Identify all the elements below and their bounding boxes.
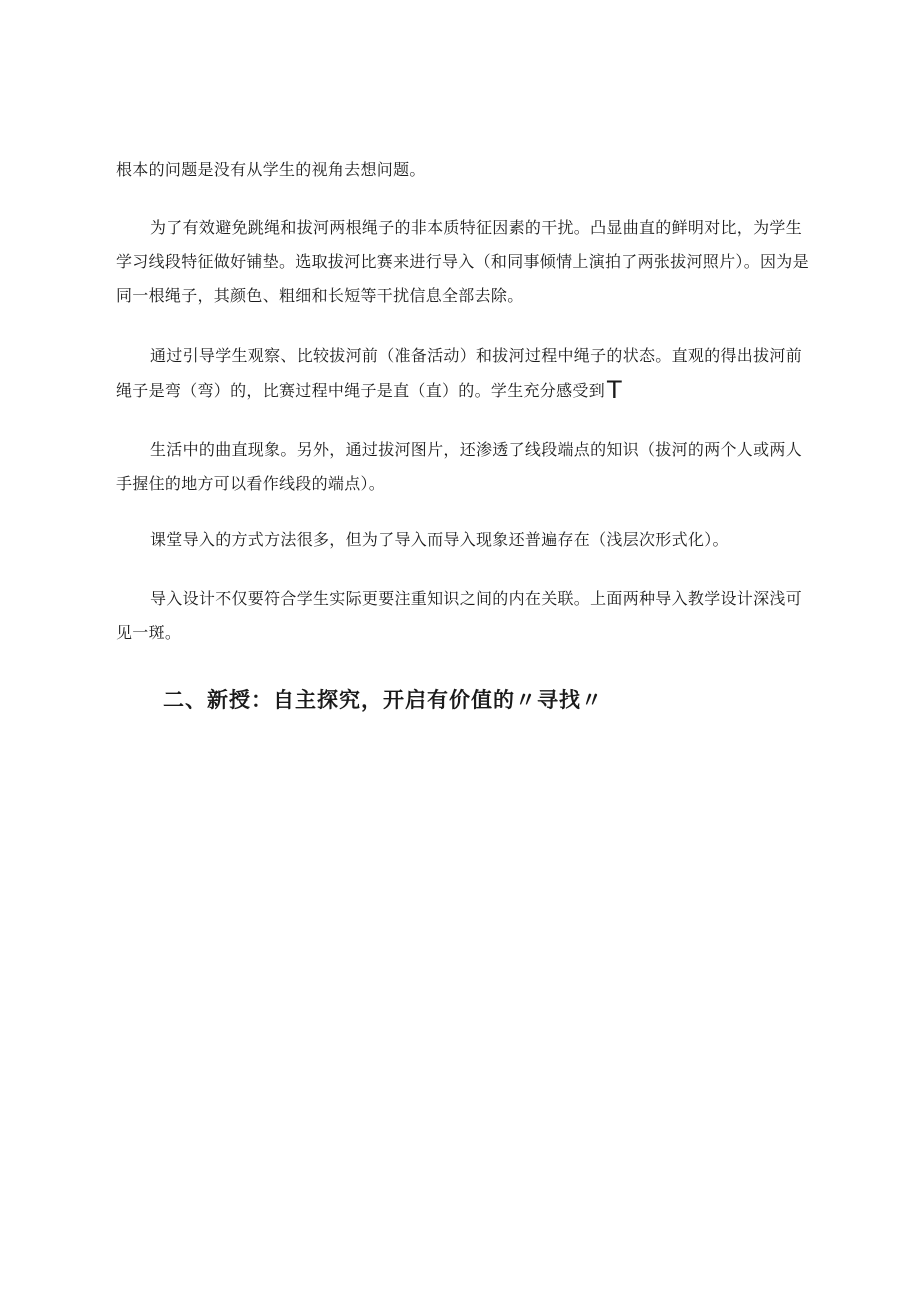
paragraph-3 [116,339,816,408]
paragraph-5: 课堂导入的方式方法很多，但为了导入而导入现象还普遍存在（浅层次形式化）。 [150,530,729,549]
paragraph-6: 导入设计不仅要符合学生实际更要注重知识之间的内在关联。上面两种导入教学设计深浅可见一斑。 [116,589,803,642]
section-heading: 二、新授：自主探究，开启有价值的〃寻找〃 [163,687,603,712]
paragraph-4: 生活中的曲直现象。另外，通过拔河图片，还渗透了线段端点的知识（拔河的两个人或两人手握住的地方可以看作线段的端点）。 [116,440,803,493]
paragraph-1: 根本的问题是没有从学生的视角去想问题。 [116,160,426,179]
trailing-glyph: T [607,376,622,404]
paragraph-3-text: 通过引导学生观察、比较拔河前（准备活动）和拔河过程中绳子的状态。直观的得出拔河前绳子是弯（弯）的，比赛过程中绳子是直（直）的。学生充分感受到 [116,346,803,400]
paragraph-2: 为了有效避免跳绳和拔河两根绳子的非本质特征因素的干扰。凸显曲直的鲜明对比，为学生学习线段特征做好铺垫。选取拔河比赛来进行导入（和同事倾情上演拍了两张拔河照片）。因为是同一根绳子，其颜色、粗细和长短等干扰信息全部去除。 [116,218,809,305]
